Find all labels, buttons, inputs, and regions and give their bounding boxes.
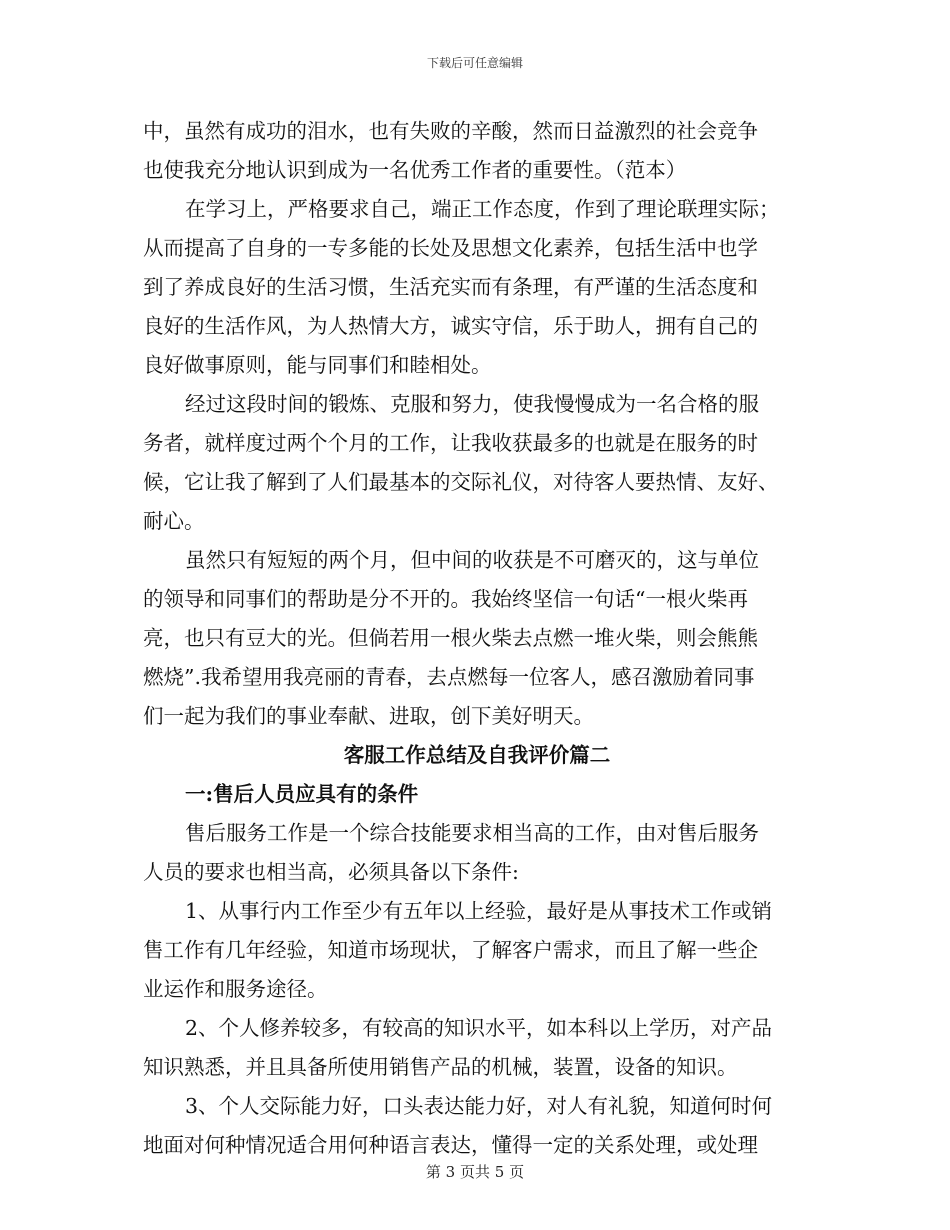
text-line: 的领导和同事们的帮助是分不开的。我始终坚信一句话“一根火柴再 bbox=[143, 587, 748, 611]
text-line: 务者，就样度过两个个月的工作，让我收获最多的也就是在服务的时 bbox=[143, 431, 758, 455]
text-line: 们一起为我们的事业奉献、进取，创下美好明天。 bbox=[143, 704, 594, 728]
text-line: 中，虽然有成功的泪水，也有失败的辛酸，然而日益激烈的社会竞争 bbox=[143, 119, 758, 143]
text-line: 业运作和服务途径。 bbox=[143, 977, 328, 1001]
text-line: 燃烧”.我希望用我亮丽的青春，去点燃每一位客人，感召激励着同事 bbox=[143, 665, 755, 689]
page-header: 下载后可任意编辑 bbox=[426, 56, 523, 70]
page-number: 第 3 页共 5 页 bbox=[425, 1163, 525, 1181]
text-line: 售工作有几年经验，知道市场现状，了解客户需求，而且了解一些企 bbox=[143, 938, 758, 962]
text-line: 3、个人交际能力好，口头表达能力好，对人有礼貌，知道何时何 bbox=[185, 1094, 773, 1118]
document-body bbox=[143, 112, 811, 1165]
text-line: 耐心。 bbox=[143, 509, 205, 533]
subsection-heading: 一:售后人员应具有的条件 bbox=[185, 782, 419, 806]
section-heading: 客服工作总结及自我评价篇二 bbox=[343, 743, 611, 767]
text-line: 1、从事行内工作至少有五年以上经验，最好是从事技术工作或销 bbox=[185, 899, 773, 923]
text-line: 也使我充分地认识到成为一名优秀工作者的重要性。（范本） bbox=[143, 158, 687, 182]
text-line: 2、个人修养较多，有较高的知识水平，如本科以上学历，对产品 bbox=[185, 1016, 773, 1040]
text-line: 从而提高了自身的一专多能的长处及思想文化素养，包括生活中也学 bbox=[143, 236, 758, 260]
text-line: 人员的要求也相当高，必须具备以下条件: bbox=[143, 860, 519, 884]
text-line: 地面对何种情况适合用何种语言表达，懂得一定的关系处理，或处理 bbox=[143, 1133, 758, 1157]
text-line: 知识熟悉，并且具备所使用销售产品的机械，装置，设备的知识。 bbox=[143, 1055, 738, 1079]
text-line: 候，它让我了解到了人们最基本的交际礼仪，对待客人要热情、友好、 bbox=[143, 470, 779, 494]
text-line: 在学习上，严格要求自己，端正工作态度，作到了理论联理实际； bbox=[185, 197, 780, 221]
text-line: 良好做事原则，能与同事们和睦相处。 bbox=[143, 353, 492, 377]
text-line: 售后服务工作是一个综合技能要求相当高的工作，由对售后服务 bbox=[185, 821, 759, 845]
text-line: 到了养成良好的生活习惯，生活充实而有条理，有严谨的生活态度和 bbox=[143, 275, 758, 299]
text-line: 虽然只有短短的两个月，但中间的收获是不可磨灭的，这与单位 bbox=[185, 548, 759, 572]
text-line: 亮，也只有豆大的光。但倘若用一根火柴去点燃一堆火柴，则会熊熊 bbox=[143, 626, 758, 650]
text-line: 经过这段时间的锻炼、克服和努力，使我慢慢成为一名合格的服 bbox=[185, 392, 759, 416]
text-line: 良好的生活作风，为人热情大方，诚实守信，乐于助人，拥有自己的 bbox=[143, 314, 758, 338]
